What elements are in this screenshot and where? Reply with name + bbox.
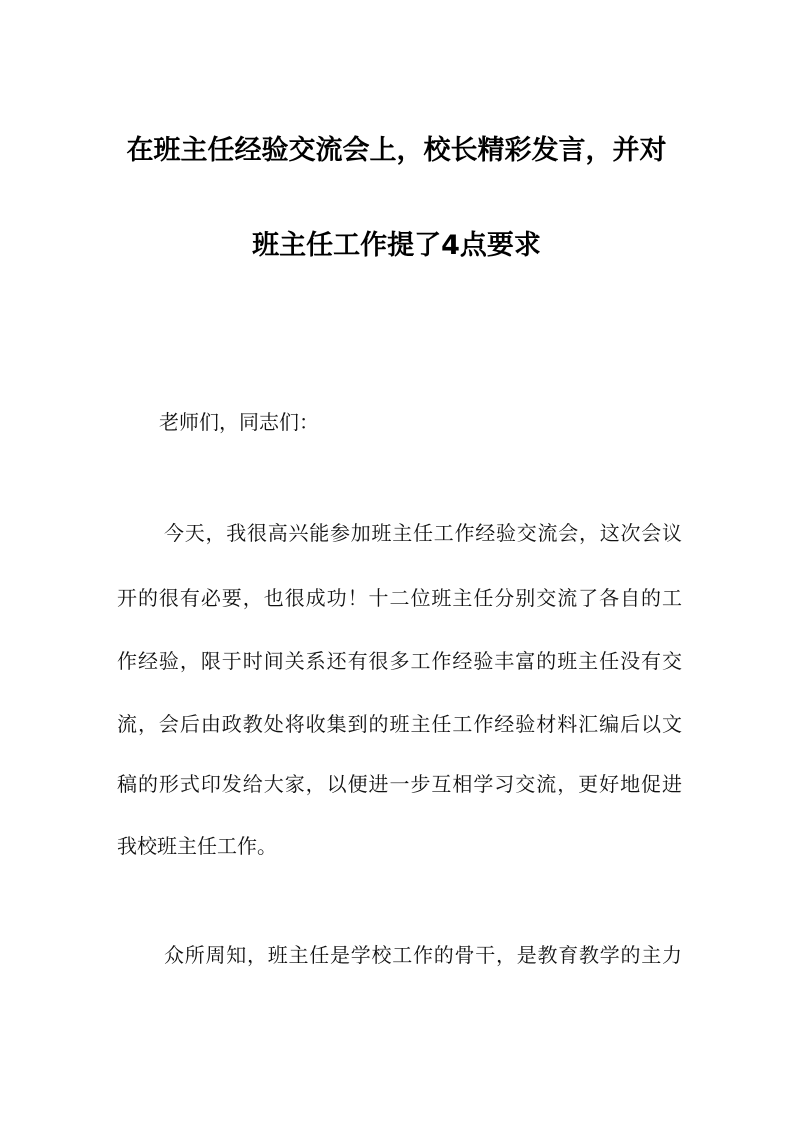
paragraph-line: 流，会后由政教处将收集到的班主任工作经验材料汇编后以文 [117,712,682,736]
paragraph-line: 我校班主任工作。 [117,834,277,858]
document-title-line-1: 在班主任经验交流会上，校长精彩发言，并对 [126,135,667,166]
paragraph-line: 作经验，限于时间关系还有很多工作经验丰富的班主任没有交 [117,649,682,673]
paragraph-line: 开的很有必要，也很成功！十二位班主任分别交流了各自的工 [117,586,682,610]
paragraph-line: 众所周知，班主任是学校工作的骨干，是教育教学的主力 [164,943,682,967]
document-title-line-2: 班主任工作提了4点要求 [252,230,541,261]
paragraph-line: 稿的形式印发给大家，以便进一步互相学习交流，更好地促进 [117,772,682,796]
salutation: 老师们，同志们： [159,410,319,434]
paragraph-line: 今天，我很高兴能参加班主任工作经验交流会，这次会议 [164,521,682,545]
